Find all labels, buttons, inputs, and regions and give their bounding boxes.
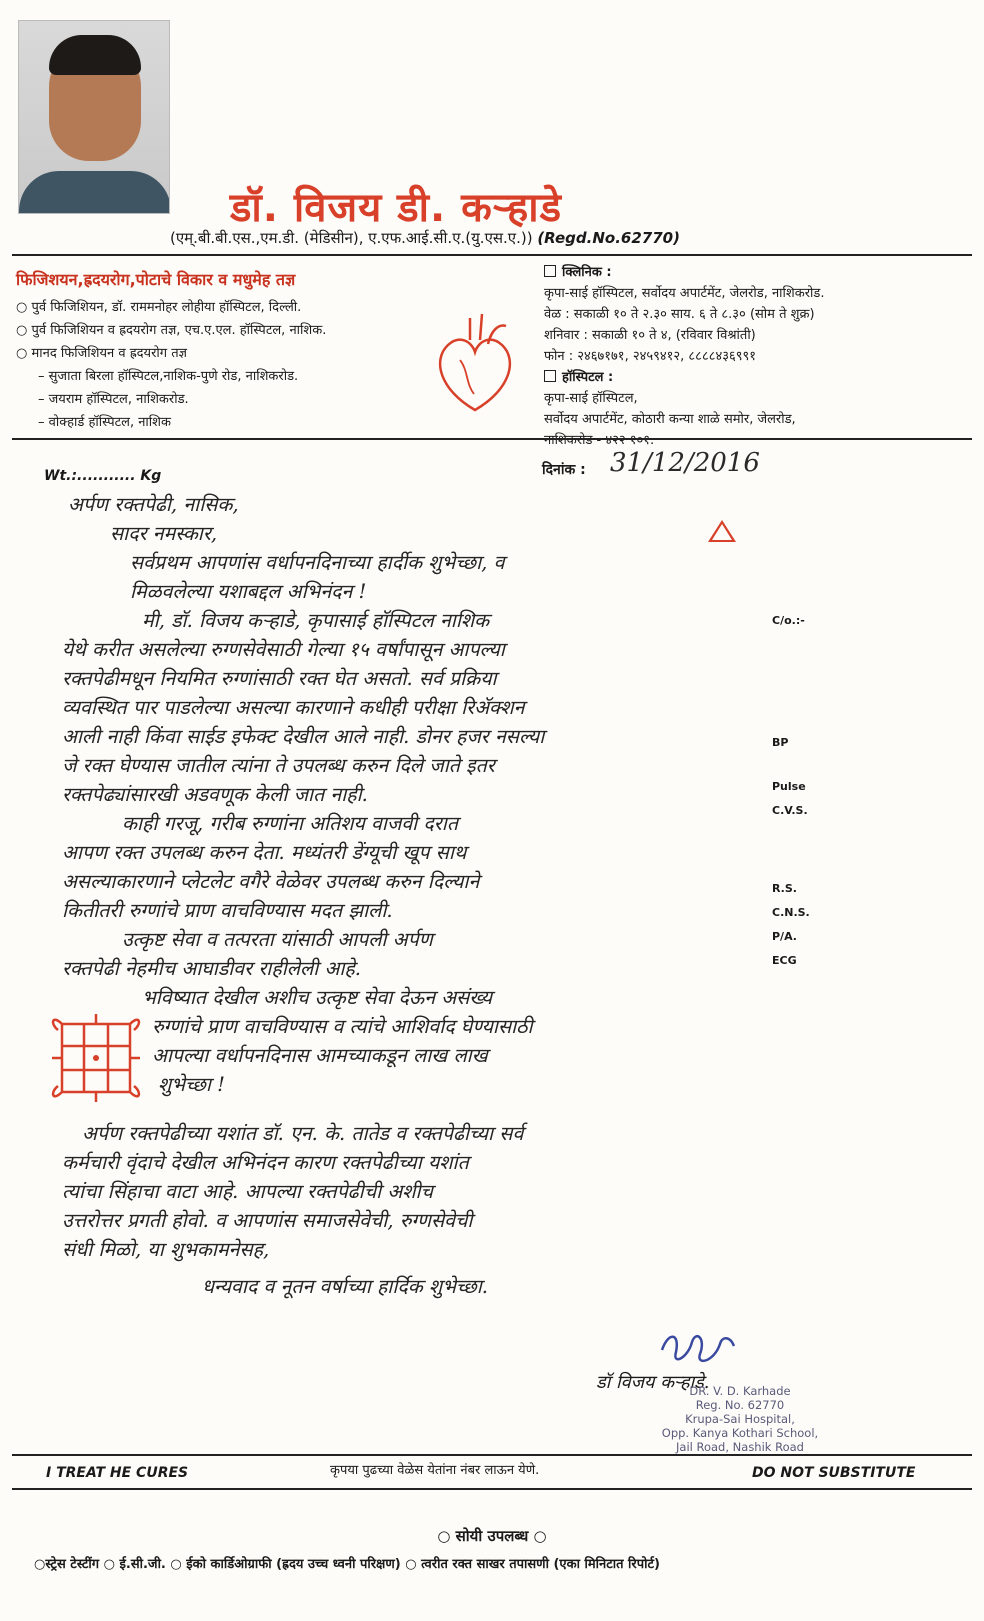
signature-mark [658,1328,738,1370]
letter-line: त्यांचा सिंहाचा वाटा आहे. आपल्या रक्तपेढीची अशीच [62,1180,433,1203]
footer-divider-2 [12,1488,972,1490]
side-label: C.N.S. [772,906,810,919]
footer-note: कृपया पुढच्या वेळेस येतांना नंबर लाऊन येणे. [330,1463,540,1478]
letter-line: अर्पण रक्तपेढी, नासिक, [68,493,239,516]
list-item: ○ पुर्व फिजिशियन व ह्रदयरोग तज्ञ, एच.ए.एल. हॉस्पिटल, नाशिक. [16,319,326,342]
date-value: 31/12/2016 [610,448,760,478]
letter-line: संधी मिळो, या शुभकामनेसह, [62,1238,270,1261]
footer-motto: I TREAT HE CURES [46,1465,189,1481]
specialty-list [16,296,326,434]
checkbox-icon [544,370,556,382]
letter-line: उत्तरोत्तर प्रगती होवो. व आपणांस समाजसेवेची, रुग्णसेवेची [62,1209,473,1232]
list-item: – सुजाता बिरला हॉस्पिटल,नाशिक-पुणे रोड, नाशिकरोड. [16,365,326,388]
letter-line: रक्तपेढी नेहमीच आघाडीवर राहीलेली आहे. [62,957,361,980]
list-item: ○ मानद फिजिशियन व ह्रदयरोग तज्ञ [16,342,326,365]
checkbox-icon [544,265,556,277]
footer-divider [12,1454,972,1456]
facilities-title: ○ सोयी उपलब्ध ○ [437,1527,547,1545]
side-label: Pulse [772,780,806,793]
signatory-name: डॉ विजय कऱ्हाडे. [596,1372,710,1393]
side-label: C.V.S. [772,804,808,817]
yantra-icon [48,1010,144,1106]
side-label: ECG [772,954,797,967]
specialty-title: फिजिशयन,ह्रदयरोग,पोटाचे विकार व मधुमेह तज्ञ [16,270,296,289]
facilities-list: ○स्ट्रेस टेस्टींग ○ ई.सी.जी. ○ ईको कार्डिओग्राफी (ह्रदय उच्च ध्वनी परिक्षण) ○ त्वरीत रक्त साखर तपासणी (एका मिनिटात रिपोर्ट) [34,1557,660,1572]
letter-line: रक्तपेढीमधून नियमित रुग्णांसाठी रक्त घेत असतो. सर्व प्रक्रिया [62,667,497,690]
letter-line: रक्तपेढ्यांसारखी अडवणूक केली जात नाही. [62,783,368,806]
letter-line: कर्मचारी वृंदाचे देखील अभिनंदन कारण रक्तपेढीच्या यशांत [62,1151,469,1174]
letter-line: सादर नमस्कार, [110,522,218,545]
letter-body [62,490,952,1301]
clinic-info: क्लिनिक : कृपा-साई हॉस्पिटल, सर्वोदय अपार्टमेंट, जेलरोड, नाशिकरोड. वेळ : सकाळी १० ते २.३० साय. ६ ते ८.३० (सोम ते शुक्र) शनिवार : सकाळी १० ते ४, (रविवार विश्रांती) फोन : २४६७१७१, २४५९४१२, ८८८८४३६९९१ हॉस्पिटल : कृपा-साई हॉस्पिटल, सर्वोदय अपार्टमेंट, कोठारी कन्या शाळे समोर, जेलरोड, नाशिकरोड - ४२२ १०१. [544,265,825,448]
letter-line: असल्याकारणाने प्लेटलेट वगैरे वेळेवर उपलब्ध करुन दिल्याने [62,870,480,893]
side-label: BP [772,736,789,749]
heart-icon [430,310,520,420]
side-label: C/o.:- [772,614,805,627]
letter-line: धन्यवाद व नूतन वर्षाच्या हार्दिक शुभेच्छा. [202,1275,488,1298]
registration-number: (Regd.No.62770) [537,229,680,247]
side-label: P/A. [772,930,797,943]
list-item: ○ पुर्व फिजिशियन, डॉ. राममनोहर लोहीया हॉस्पिटल, दिल्ली. [16,296,326,319]
letter-line: मी, डॉ. विजय कऱ्हाडे, कृपासाई हॉस्पिटल नाशिक [142,609,490,632]
header-divider [12,254,972,256]
letter-line: अर्पण रक्तपेढीच्या यशांत डॉ. एन. के. तातेड व रक्तपेढीच्या सर्व [82,1122,524,1145]
letter-line: भविष्यात देखील अशीच उत्कृष्ट सेवा देऊन असंख्य [142,986,493,1009]
doctor-stamp: DR. V. D. Karhade Reg. No. 62770 Krupa-Sai Hospital, Opp. Kanya Kothari School, Jail Road, Nashik Road [661,1384,819,1454]
doctor-name: डॉ. विजय डी. कऱ्हाडे [230,185,563,231]
date-label: दिनांक : [542,462,586,478]
letter-line: आपण रक्त उपलब्ध करुन देता. मध्यंतरी डेंग्यूची खूप साथ [62,841,467,864]
letter-line: सर्वप्रथम आपणांस वर्धापनदिनाच्या हार्दीक शुभेच्छा, व [130,551,505,574]
letter-line: आली नाही किंवा साईड इफेक्ट देखील आले नाही. डोनर हजर नसल्या [62,725,545,748]
qualifications: (एम्.बी.बी.एस.,एम.डी. (मेडिसीन), ए.एफ.आई.सी.ए.(यु.एस.ए.)) (Regd.No.62770) [170,229,680,247]
letter-line: मिळवलेल्या यशाबद्दल अभिनंदन ! [130,580,367,603]
letter-line: जे रक्त घेण्यास जातील त्यांना ते उपलब्ध करुन दिले जाते इतर [62,754,495,777]
letter-line: रुग्णांचे प्राण वाचविण्यास व त्यांचे आशिर्वाद घेण्यासाठी [152,1015,533,1038]
letter-line: काही गरजू, गरीब रुग्णांना अतिशय वाजवी दरात [122,812,458,835]
letter-line: येथे करीत असलेल्या रुग्णसेवेसाठी गेल्या १५ वर्षांपासून आपल्या [62,638,505,661]
weight-field: Wt.:........... Kg [44,468,162,484]
footer-warning: DO NOT SUBSTITUTE [752,1465,916,1481]
letter-line: उत्कृष्ट सेवा व तत्परता यांसाठी आपली अर्पण [122,928,433,951]
info-divider [12,438,972,440]
letter-line: आपल्या वर्धापनदिनास आमच्याकडून लाख लाख [152,1044,488,1067]
side-label: R.S. [772,882,797,895]
list-item: – वोक्हार्ड हॉस्पिटल, नाशिक [16,411,326,434]
doctor-photo [18,20,170,214]
letter-line: कितीतरी रुग्णांचे प्राण वाचविण्यास मदत झाली. [62,899,393,922]
letter-line: शुभेच्छा ! [158,1073,225,1096]
list-item: – जयराम हॉस्पिटल, नाशिकरोड. [16,388,326,411]
letter-line: व्यवस्थित पार पाडलेल्या असल्या कारणाने कधीही परीक्षा रिॲक्शन [62,696,525,719]
